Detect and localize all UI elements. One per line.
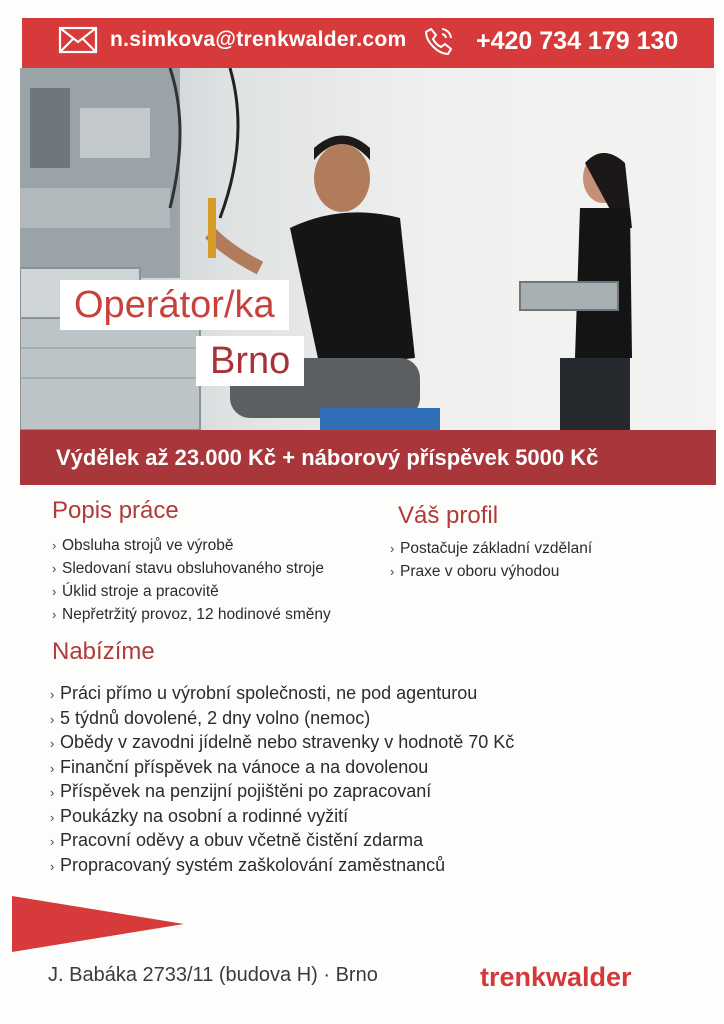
list-item: › Praxe v oboru výhodou [390,560,592,583]
list-item: › Příspěvek na penzijní pojištěni po zapracovaní [50,780,514,805]
hero-photo [20,68,716,430]
email-link[interactable]: n.simkova@trenkwalder.com [110,28,407,51]
bullet-icon: › [52,584,57,599]
bullet-icon: › [50,785,55,800]
brand-logo: trenkwalder [480,962,632,992]
contact-bar [22,18,714,68]
list-item: › 5 týdnů dovolené, 2 dny volno (nemoc) [50,707,514,732]
list-item: › Práci přímo u výrobní společnosti, ne pod agenturou [50,682,514,707]
bullet-icon: › [50,711,55,727]
bullet-icon: › [390,564,395,579]
salary-text: Výdělek až 23.000 Kč + náborový příspěvek 5000 Kč [56,444,599,470]
bullet-icon: › [52,538,57,553]
salary-banner [20,430,716,485]
list-item: › Postačuje základní vzdělaní [390,537,592,560]
bullet-icon: › [50,858,55,874]
bullet-icon: › [52,561,57,576]
profile-title: Váš profil [398,502,499,529]
bullet-icon: › [390,541,395,556]
offer-title: Nabízíme [52,638,155,665]
phone-link[interactable]: +420 734 179 130 [476,27,679,55]
phone-icon [422,24,456,58]
envelope-icon [58,26,98,54]
job-description-list [52,534,331,626]
list-item: › Pracovní oděvy a obuv včetně čistění zdarma [50,829,514,854]
list-item: › Poukázky na osobní a rodinné vyžití [50,805,514,830]
offer-list [50,682,514,878]
bullet-icon: › [50,687,55,702]
list-item: › Finanční příspěvek na vánoce a na dovolenou [50,756,514,781]
bullet-icon: › [50,809,55,825]
red-flag-shape [12,896,184,952]
bullet-icon: › [52,607,57,622]
bullet-icon: › [50,760,55,776]
list-item: › Obsluha strojů ve výrobě [52,534,331,557]
list-item: › Propracovaný systém zaškolování zaměstnanců [50,854,514,879]
factory-illustration [20,68,716,430]
address: J. Babáka 2733/11 (budova H) · Brno [48,964,378,986]
list-item: › Nepřetržitý provoz, 12 hodinové směny [52,603,331,626]
list-item: › Úklid stroje a pracovitě [52,580,331,603]
bullet-icon: › [50,736,55,751]
job-location: Brno [196,336,304,386]
list-item: › Obědy v zavodni jídelně nebo stravenky v hodnotě 70 Kč [50,731,514,756]
job-title: Operátor/ka [60,280,289,330]
bullet-icon: › [50,834,55,849]
profile-list [390,537,592,583]
job-description-title: Popis práce [52,497,179,524]
list-item: › Sledovaní stavu obsluhovaného stroje [52,557,331,580]
